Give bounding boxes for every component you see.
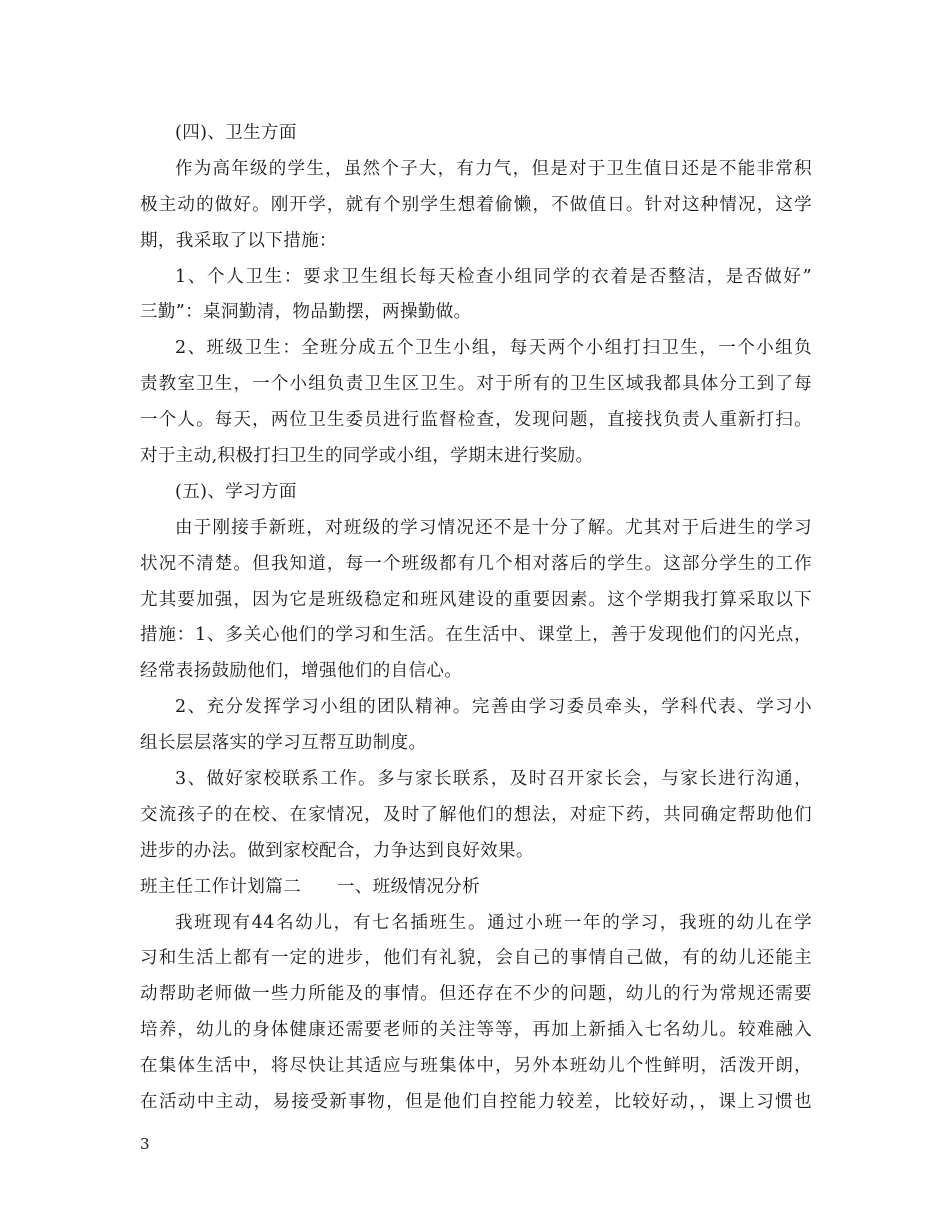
text-line: 组长层层落实的学习互帮互助制度。 xyxy=(140,733,427,754)
section-heading-study: (五)、学习方面 xyxy=(175,481,297,502)
document-body xyxy=(140,116,812,1121)
text-line: 极主动的做好。刚开学，就有个别学生想着偷懒，不做值日。针对这种情况，这学 xyxy=(140,194,812,215)
text-line: 责教室卫生，一个小组负责卫生区卫生。对于所有的卫生区域我都具体分工到了每 xyxy=(140,374,812,395)
text-line: 期，我采取了以下措施： xyxy=(140,230,337,251)
text-line: 作为高年级的学生，虽然个子大，有力气，但是对于卫生值日还是不能非常积 xyxy=(175,158,812,179)
text-line: 在集体生活中，将尽快让其适应与班集体中，另外本班幼儿个性鲜明，活泼开朗， xyxy=(140,1056,812,1077)
page-number: 3 xyxy=(140,1135,150,1153)
text-line: 状况不清楚。但我知道，每一个班级都有几个相对落后的学生。这部分学生的工作 xyxy=(140,553,812,574)
text-line: 由于刚接手新班，对班级的学习情况还不是十分了解。尤其对于后进生的学习 xyxy=(175,517,812,538)
section-heading-hygiene: (四)、卫生方面 xyxy=(175,123,297,143)
text-line: 培养，幼儿的身体健康还需要老师的关注等等，再加上新插入七名幼儿。较难融入 xyxy=(140,1020,812,1041)
text-line: 交流孩子的在校、在家情况，及时了解他们的想法，对症下药，共同确定帮助他们 xyxy=(140,804,812,825)
text-line: 1、个人卫生：要求卫生组长每天检查小组同学的衣着是否整洁，是否做好” xyxy=(175,266,812,287)
text-line: 进步的办法。做到家校配合，力争达到良好效果。 xyxy=(140,840,534,861)
text-line: 一个人。每天，两位卫生委员进行监督检查，发现问题，直接找负责人重新打扫。 xyxy=(140,410,812,431)
text-line: 动帮助老师做一些力所能及的事情。但还存在不少的问题，幼儿的行为常规还需要 xyxy=(140,984,812,1005)
text-line: 三勤”：桌洞勤清，物品勤摆，两操勤做。 xyxy=(140,302,472,323)
text-line: 2、班级卫生：全班分成五个卫生小组，每天两个小组打扫卫生，一个小组负 xyxy=(175,338,812,359)
text-line: 习和生活上都有一定的进步，他们有礼貌，会自己的事情自己做，有的幼儿还能主 xyxy=(140,948,812,969)
text-line: 3、做好家校联系工作。多与家长联系，及时召开家长会，与家长进行沟通， xyxy=(175,769,812,790)
text-line: 对于主动,积极打扫卫生的同学或小组，学期末进行奖励。 xyxy=(140,446,594,467)
section-heading-plan-two: 班主任工作计划篇二 一、班级情况分析 xyxy=(140,876,481,897)
text-line: 措施：1、多关心他们的学习和生活。在生活中、课堂上，善于发现他们的闪光点， xyxy=(140,625,812,646)
text-line: 在活动中主动，易接受新事物，但是他们自控能力较差，比较好动，，课上习惯也 xyxy=(140,1092,812,1113)
text-line: 尤其要加强，因为它是班级稳定和班风建设的重要因素。这个学期我打算采取以下 xyxy=(140,589,812,610)
text-line: 2、充分发挥学习小组的团队精神。完善由学习委员牵头，学科代表、学习小 xyxy=(175,697,812,718)
text-line: 我班现有44名幼儿，有七名插班生。通过小班一年的学习，我班的幼儿在学 xyxy=(175,912,812,933)
text-line: 经常表扬鼓励他们，增强他们的自信心。 xyxy=(140,661,463,682)
